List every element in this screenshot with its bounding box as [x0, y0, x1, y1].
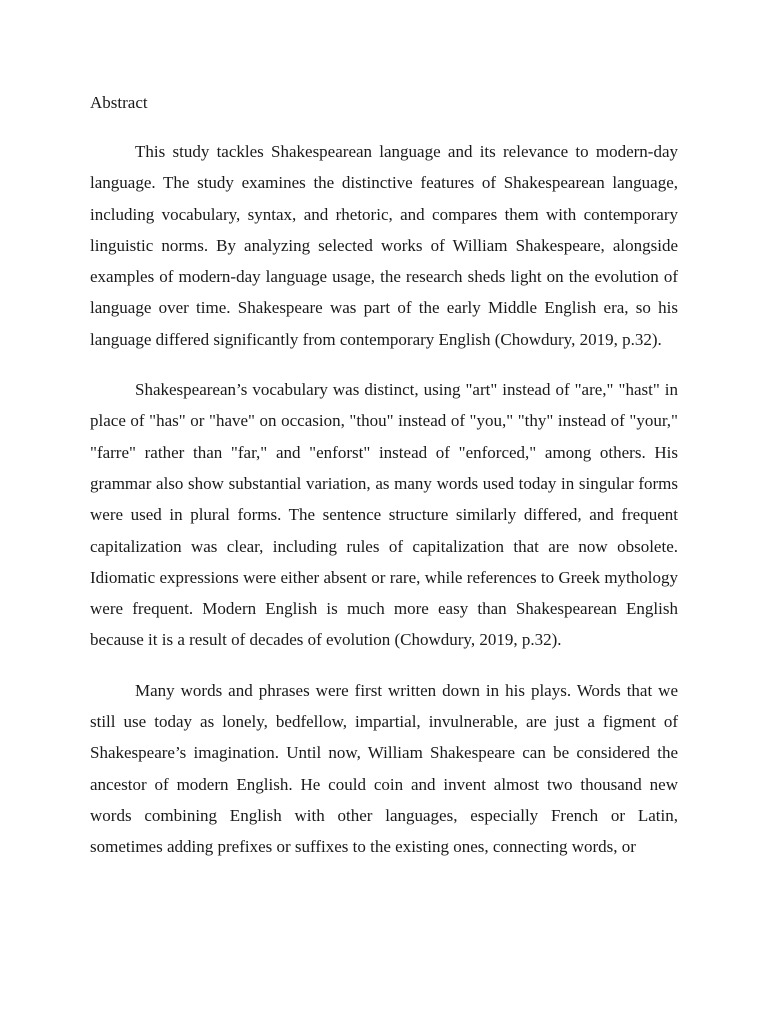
paragraph-1: This study tackles Shakespearean language and its relevance to modern-day language. The study examines the distinctive features of Shakespearean language, including vocabulary, syntax, and rhetoric, and compares them with contemporary linguistic norms. By analyzing selected works of William Shakespeare, alongside examples of modern-day language usage, the research sheds light on the evolution of language over time. Shakespeare was part of the early Middle English era, so his language differed significantly from contemporary English (Chowdury, 2019, p.32). [90, 142, 678, 349]
section-heading: Abstract [90, 93, 148, 112]
paragraph-2: Shakespearean’s vocabulary was distinct, using "art" instead of "are," "hast" in place of "has" or "have" on occasion, "thou" instead of "you," "thy" instead of "your," "farre" rather than "far," and "enforst" instead of "enforced," among others. His grammar also show substantial variation, as many words used today in singular forms were used in plural forms. The sentence structure similarly differed, and frequent capitalization was clear, including rules of capitalization that are now obsolete. Idiomatic expressions were either absent or rare, while references to Greek mythology were frequent. Modern English is much more easy than Shakespearean English because it is a result of decades of evolution (Chowdury, 2019, p.32). [90, 380, 678, 650]
document-body [90, 136, 678, 882]
paragraph-3: Many words and phrases were first written down in his plays. Words that we still use today as lonely, bedfellow, impartial, invulnerable, are just a figment of Shakespeare’s imagination. Until now, William Shakespeare can be considered the ancestor of modern English. He could coin and invent almost two thousand new words combining English with other languages, especially French or Latin, sometimes adding prefixes or suffixes to the existing ones, connecting words, or [90, 680, 678, 857]
